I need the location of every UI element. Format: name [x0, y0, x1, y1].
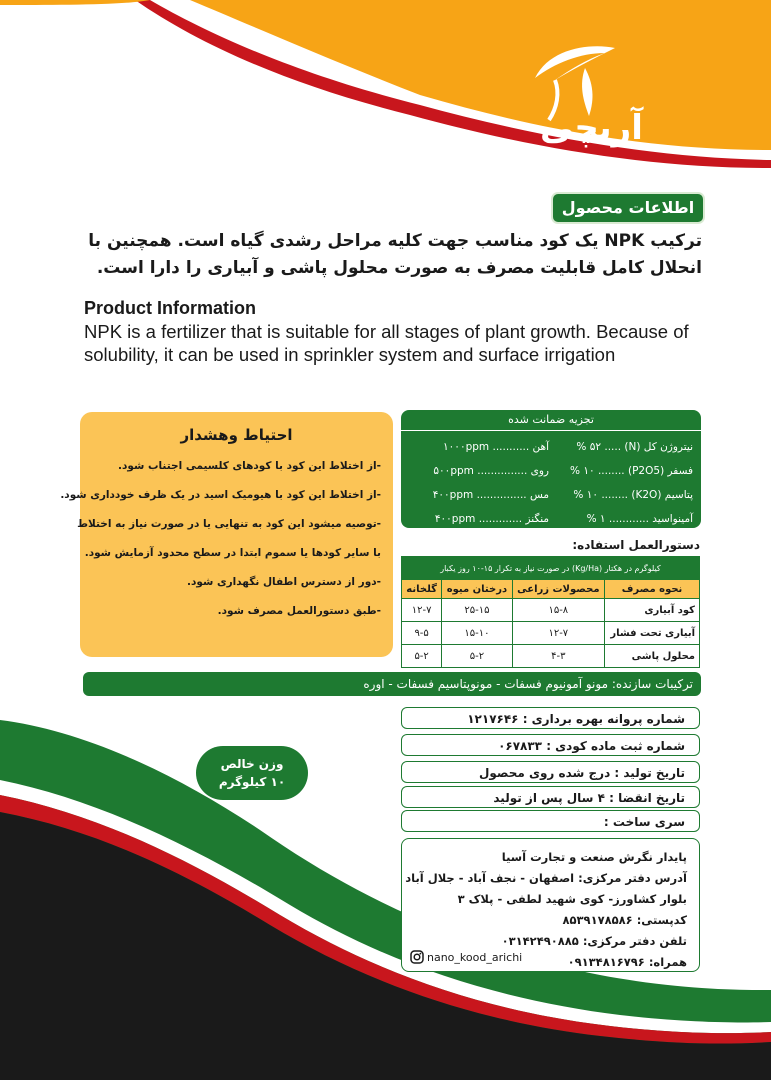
usage-table [401, 556, 700, 668]
warnings-box [60, 412, 393, 657]
guaranteed-analysis-title: تجزیه ضمانت شده [401, 410, 701, 431]
instagram-handle-text: nano_kood_arichi [427, 950, 523, 964]
net-weight-badge [196, 746, 308, 800]
analysis-row [409, 483, 693, 507]
instagram-icon [410, 950, 424, 964]
usage-cell: ۱۵-۸ [512, 599, 605, 622]
composition-bar: ترکیبات سازنده: مونو آمونیوم فسفات - مونوپتاسیم فسفات - اوره [83, 672, 701, 696]
company-address-line1: آدرس دفتر مرکزی: اصفهان - نجف آباد - جلال آباد [405, 871, 687, 885]
usage-cell: آبیاری تحت فشار [605, 622, 700, 645]
warning-item: -توصیه میشود این کود به تنهایی یا در صورت نیاز به اختلاط [77, 518, 381, 530]
usage-title: دستورالعمل استفاده: [572, 538, 700, 552]
table-row [402, 622, 700, 645]
top-decorative-band [0, 0, 771, 180]
analysis-cell: آهن ........... ۱۰۰۰ppm [443, 441, 549, 453]
company-office-phone: تلفن دفتر مرکزی: ۰۳۱۴۲۴۹۰۸۸۵ [501, 934, 687, 948]
instagram-handle[interactable] [410, 950, 522, 964]
usage-cell: ۱۲-۷ [512, 622, 605, 645]
usage-header: محصولات زراعی [512, 580, 605, 599]
persian-intro-text: ترکیب NPK یک کود مناسب جهت کلیه مراحل رشدی گیاه است. همچنین با انحلال کامل قابلیت مصرف به صورت محلول پاشی و آبیاری را دارا است. [88, 231, 702, 278]
english-description: NPK is a fertilizer that is suitable for all stages of plant growth. Because of solubility, it can be used in sprinkler system and surface irrigation [84, 321, 689, 365]
usage-caption: کیلوگرم در هکتار (Kg/Ha) در صورت نیاز به تکرار ۱۵-۱۰ روز یکبار [402, 557, 700, 580]
usage-cell: ۱۵-۱۰ [442, 622, 512, 645]
warning-item: -طبق دستورالعمل مصرف شود. [217, 605, 381, 617]
analysis-cell: منگنز ............. ۴۰۰ppm [434, 513, 549, 525]
warning-item: با سایر کودها یا سموم ابتدا در سطح محدود آزمایش شود. [84, 547, 381, 559]
company-name: پایدار نگرش صنعت و تجارت آسیا [501, 850, 687, 864]
analysis-cell: روی ............... ۵۰۰ppm [433, 465, 549, 477]
usage-cell: ۵-۲ [402, 645, 442, 668]
warning-item: -از اختلاط این کود با کودهای کلسیمی اجتناب شود. [118, 460, 381, 472]
analysis-cell: آمینواسید ............ ۱ % [586, 513, 693, 525]
production-date-field: تاریخ تولید : درج شده روی محصول [401, 761, 700, 783]
usage-header: نحوه مصرف [605, 580, 700, 599]
net-weight-value: ۱۰ کیلوگرم [218, 775, 286, 789]
usage-cell: ۹-۵ [402, 622, 442, 645]
warning-item: -دور از دسترس اطفال نگهداری شود. [187, 576, 381, 588]
table-row [402, 645, 700, 668]
warning-item: -از اختلاط این کود با هیومیک اسید در یک ظرف خودداری شود. [60, 489, 381, 501]
warnings-title: احتیاط وهشدار [180, 426, 293, 444]
usage-cell: ۵-۲ [442, 645, 512, 668]
usage-cell: ۱۲-۷ [402, 599, 442, 622]
brand-logo-text: آریچی [540, 108, 643, 148]
registration-number-field: شماره ثبت ماده کودی : ۰۶۷۸۳۳ [401, 734, 700, 756]
product-info-header: اطلاعات محصول [551, 192, 705, 224]
usage-cell: ۴-۳ [512, 645, 605, 668]
analysis-row [409, 507, 693, 531]
analysis-cell: فسفر (P2O5) ........ ۱۰ % [570, 465, 693, 477]
usage-cell: ۲۵-۱۵ [442, 599, 512, 622]
table-row [402, 599, 700, 622]
company-mobile: همراه: ۰۹۱۳۴۸۱۶۷۹۶ [567, 955, 687, 969]
expiry-date-field: تاریخ انقضا : ۴ سال پس از تولید [401, 786, 700, 808]
analysis-cell: مس ............... ۴۰۰ppm [432, 489, 549, 501]
warnings-list [60, 460, 381, 617]
company-address-line2: بلوار کشاورز- کوی شهید لطفی - پلاک ۳ [457, 892, 687, 906]
analysis-row [409, 459, 693, 483]
guaranteed-analysis-box [401, 410, 701, 528]
analysis-row [409, 435, 693, 459]
usage-cell: محلول پاشی [605, 645, 700, 668]
analysis-cell: نیتروژن کل (N) ..... ۵۲ % [576, 441, 693, 453]
usage-cell: کود آبیاری [605, 599, 700, 622]
batch-number-field: سری ساخت : [401, 810, 700, 832]
english-title: Product Information [84, 298, 256, 318]
analysis-cell: پتاسیم (K2O) ........ ۱۰ % [573, 489, 693, 501]
license-number-field: شماره پروانه بهره برداری : ۱۲۱۷۶۴۶ [401, 707, 700, 729]
usage-header: درختان میوه [442, 580, 512, 599]
net-weight-label: وزن خالص [220, 757, 284, 771]
company-postal-code: کدپستی: ۸۵۳۹۱۷۸۵۸۶ [562, 913, 687, 927]
usage-header: گلخانه [402, 580, 442, 599]
